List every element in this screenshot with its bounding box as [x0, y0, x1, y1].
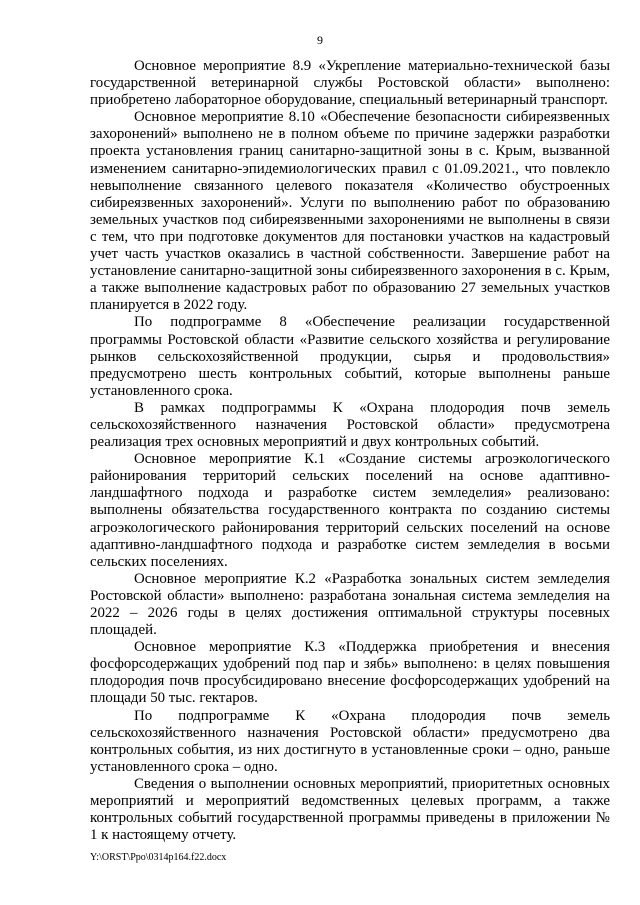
paragraph-measure-8-10: Основное мероприятие 8.10 «Обеспечение безопасности сибиреязвенных захоронений» выполнено не в полном объеме по причине задержки разработки проекта установления границ санитарно-защитной зоны в с. Крым, вызванной изменением санитарно-эпидемиологических правил с 01.09.2021., что повлекло невыполнение связанного целевого показателя «Количество обустроенных сибиреязвенных захоронений». Услуги по выполнению работ по образованию земельных участков под сибиреязвенными захоронениями не выполнены в связи с тем, что при подготовке документов для постановки участков на кадастровый учет часть участков оказались в частной собственности. Завершение работ на установление санитарно-защитной зоны сибиреязвенного захоронения в с. Крым, а также выполнение кадастровых работ по образованию 27 земельных участков планируется в 2022 году.	[90, 109, 610, 314]
page-number: 9	[317, 33, 323, 47]
paragraph-measure-k-2: Основное мероприятие К.2 «Разработка зональных систем земледелия Ростовской области» выполнено: разработана зональная система земледелия на 2022 – 2026 годы в целях достижения оптимальной структуры посевных площадей.	[90, 570, 610, 639]
paragraph-measure-8-9: Основное мероприятие 8.9 «Укрепление материально-технической базы государственной ветеринарной службы Ростовской области» выполнено: приобретено лабораторное оборудование, специальный ветеринарный транспорт.	[90, 58, 610, 109]
document-body	[90, 58, 610, 844]
paragraph-appendix-reference: Сведения о выполнении основных мероприятий, приоритетных основных мероприятий и мероприятий ведомственных целевых программ, а также контрольных событий государственной программы приведены в приложении № 1 к настоящему отчету.	[90, 775, 610, 844]
paragraph-subprogram-k-intro: В рамках подпрограммы К «Охрана плодородия почв земель сельскохозяйственного назначения Ростовской области» предусмотрена реализация трех основных мероприятий и двух контрольных событий.	[90, 399, 610, 451]
footer-file-path: Y:\ORST\Ppo\0314p164.f22.docx	[90, 852, 227, 863]
paragraph-subprogram-8: По подпрограмме 8 «Обеспечение реализации государственной программы Ростовской области «Развитие сельского хозяйства и регулирование рынков сельскохозяйственной продукции, сырья и продовольствия» предусмотрено шесть контрольных событий, которые выполнены раньше установленного срока.	[90, 314, 610, 399]
paragraph-subprogram-k-events: По подпрограмме К «Охрана плодородия почв земель сельскохозяйственного назначения Ростовской области» предусмотрено два контрольных события, из них достигнуто в установленные сроки – одно, раньше установленного срока – одно.	[90, 707, 610, 775]
paragraph-measure-k-1: Основное мероприятие К.1 «Создание системы агроэкологического районирования территорий сельских поселений на основе адаптивно-ландшафтного подхода и разработке систем земледелия» реализовано: выполнены обязательства государственного контракта по созданию системы агроэкологического районирования территорий сельских поселений на основе адаптивно-ландшафтного подхода и разработке систем земледелия в восьми сельских поселениях.	[90, 451, 610, 570]
paragraph-measure-k-3: Основное мероприятие К.3 «Поддержка приобретения и внесения фосфорсодержащих удобрений под пар и зябь» выполнено: в целях повышения плодородия почв просубсидировано внесение фосфорсодержащих удобрений на площади 50 тыс. гектаров.	[90, 639, 610, 707]
